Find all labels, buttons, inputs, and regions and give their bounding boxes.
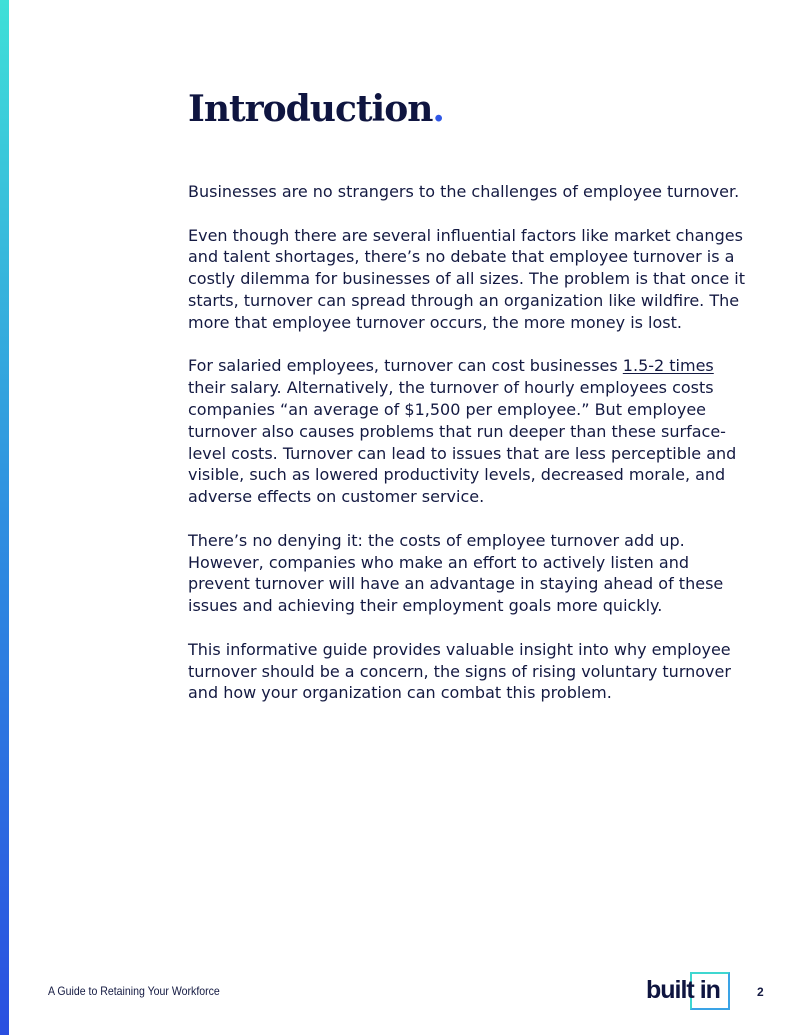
paragraph-3-end: their salary. Alternatively, the turnover of hourly employees costs companies “an average of $1,500 per employee.” But employee turnover also causes problems that run deeper than these surface-level costs. Turnover can lead to issues that are less perceptible and visible, such as lowered productivity levels, decreased morale, and adverse effects on customer service. — [188, 378, 737, 507]
paragraph-4: There’s no denying it: the costs of employee turnover add up. However, companies who make an effort to actively listen and prevent turnover will have an advantage in staying ahead of these issues and achieving their employment goals more quickly. — [188, 530, 724, 616]
page-title — [188, 88, 444, 130]
cost-link[interactable]: 1.5-2 times — [622, 356, 714, 376]
page-title-text: Introduction — [188, 88, 433, 130]
page-title-dot: . — [432, 88, 444, 130]
paragraph-1: Businesses are no strangers to the challenges of employee turnover. — [188, 182, 740, 201]
paragraph-3 — [188, 355, 748, 508]
gradient-accent-bar — [0, 0, 9, 1035]
built-in-logo — [646, 972, 734, 1014]
paragraph-2: Even though there are several influential factors like market changes and talent shortages, there’s no debate that employee turnover is a costly dilemma for businesses of all sizes. The problem is that once it starts, turnover can spread through an organization like wildfire. The more that employee turnover occurs, the more money is lost. — [188, 225, 746, 332]
body-text — [188, 181, 748, 726]
footer-guide-title: A Guide to Retaining Your Workforce — [48, 984, 220, 998]
page-number: 2 — [757, 985, 764, 999]
paragraph-5: This informative guide provides valuable insight into why employee turnover should be a concern, the signs of rising voluntary turnover and how your organization can combat this problem. — [188, 639, 731, 703]
logo-text: built in — [646, 976, 720, 1004]
paragraph-3-start: For salaried employees, turnover can cost businesses — [188, 356, 623, 376]
